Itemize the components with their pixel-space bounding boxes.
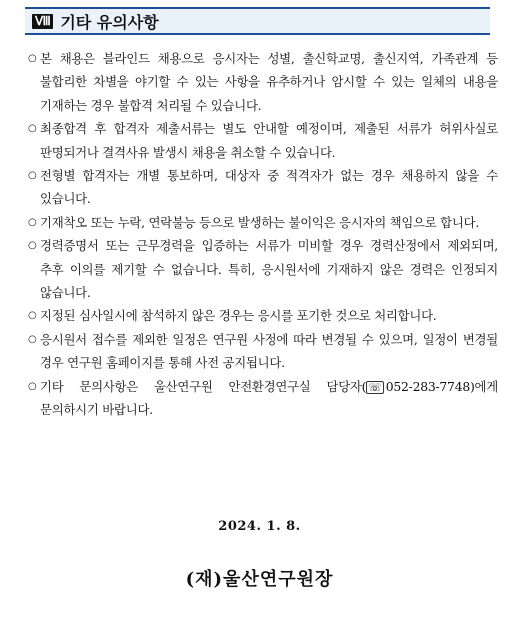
contact-notice-item: [28, 375, 498, 422]
list-item: [28, 211, 498, 234]
contact-text-after: )에게 문의하시기 바랍니다.: [40, 378, 498, 418]
section-title: 기타 유의사항: [60, 12, 159, 32]
contact-phone: 052-283-7748: [385, 378, 470, 394]
notice-text: 경력증명서 또는 근무경력을 입증하는 서류가 미비할 경우 경력산정에서 제외되며, 추후 이의를 제기할 수 없습니다. 특히, 응시원서에 기재하지 않은 경력은 인정되지 않습니다.: [40, 238, 498, 301]
list-item: [28, 47, 498, 117]
list-item: [28, 234, 498, 304]
list-item: [28, 304, 498, 327]
announcement-date: 2024. 1. 8.: [218, 519, 301, 534]
bullet-icon: ○: [28, 170, 37, 182]
bullet-icon: ○: [28, 380, 37, 392]
section-number-badge: Ⅷ: [32, 14, 53, 29]
notice-text: 기재착오 또는 누락, 연락불능 등으로 발생하는 불이익은 응시자의 책임으로 합니다.: [40, 214, 480, 230]
section-header: [25, 7, 490, 35]
notice-text: 본 채용은 블라인드 채용으로 응시자는 성별, 출신학교명, 출신지역, 가족관계 등 불합리한 차별을 야기할 수 있는 사항을 유추하거나 암시할 수 있는 일체의 내용을 기재하는 경우 불합격 처리될 수 있습니다.: [40, 51, 498, 113]
notice-text: 응시원서 접수를 제외한 일정은 연구원 사정에 따라 변경될 수 있으며, 일정이 변경될 경우 연구원 홈페이지를 통해 사전 공지됩니다.: [40, 331, 498, 371]
notice-text: 지정된 심사일시에 참석하지 않은 경우는 응시를 포기한 것으로 처리합니다.: [40, 308, 437, 324]
list-item: [28, 328, 498, 375]
bullet-icon: ○: [28, 53, 37, 64]
bullet-icon: ○: [28, 240, 37, 252]
list-item: [28, 117, 498, 164]
issuer-name: (재)울산연구원장: [185, 569, 334, 590]
contact-text-before: 기타 문의사항은 울산연구원 안전환경연구실 담당자(: [40, 378, 367, 394]
notice-list: [28, 47, 498, 422]
list-item: [28, 164, 498, 211]
phone-icon: ☏: [368, 380, 382, 394]
bullet-icon: ○: [28, 216, 37, 228]
notice-text: 전형별 합격자는 개별 통보하며, 대상자 중 적격자가 없는 경우 채용하지 않을 수 있습니다.: [40, 168, 498, 207]
notice-text: 최종합격 후 합격자 제출서류는 별도 안내할 예정이며, 제출된 서류가 허위사실로 판명되거나 결격사유 발생시 채용을 취소할 수 있습니다.: [40, 121, 498, 160]
bullet-icon: ○: [28, 310, 37, 322]
bullet-icon: ○: [28, 333, 37, 345]
contact-notice-text: [40, 375, 498, 422]
bullet-icon: ○: [28, 123, 37, 135]
